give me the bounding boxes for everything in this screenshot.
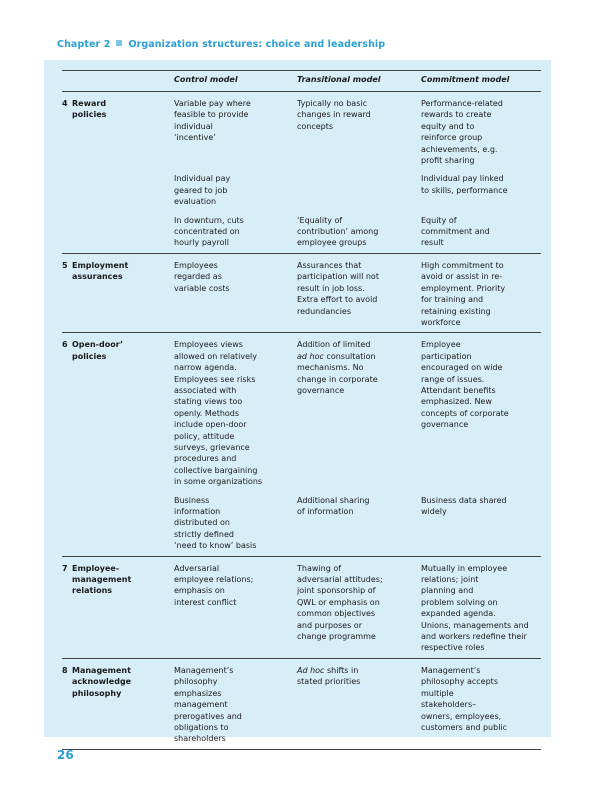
cell-commitment: High commitment to avoid or assist in re- employment. Priority for training and retaining existing workforce — [421, 260, 506, 327]
row-label-cell — [62, 215, 174, 249]
row-number: 4 — [62, 99, 68, 108]
chapter-title: Organization structures: choice and leadership — [128, 39, 386, 50]
table-subrow — [62, 173, 541, 207]
cell-transitional: Addition of limited ad hoc consultation mechanisms. No change in corporate governance — [297, 340, 378, 395]
header-blank-cell — [62, 75, 174, 91]
cell-commitment: Performance-related rewards to create equity and to reinforce group achievements, e.g. profit sharing — [421, 99, 503, 166]
table-subrow — [62, 98, 541, 166]
cell-transitional: Additional sharing of information — [297, 495, 370, 516]
row-number: 5 — [62, 260, 68, 270]
column-header-transitional: Transitional model — [297, 75, 381, 84]
cell-commitment: Management’s philosophy accepts multiple stakeholders– owners, employees, customers and public — [421, 665, 508, 732]
row-label-cell — [62, 260, 174, 328]
cell-control: Management’s philosophy emphasizes management prerogatives and obligations to shareholders — [174, 665, 242, 744]
cell-commitment: Employee participation encouraged on wide range of issues. Attendant benefits emphasized. New concepts of corporate governance — [421, 340, 509, 430]
column-header-control: Control model — [174, 75, 238, 84]
square-bullet-icon — [116, 40, 122, 46]
cell-commitment: Mutually in employee relations; joint planning and problem solving on expanded agenda. Unions, managements and and workers redefine their respective roles — [421, 563, 529, 653]
cell-control: In downturn, cuts concentrated on hourly payroll — [174, 215, 244, 248]
cell-transitional: ‘Equality of contribution’ among employee groups — [297, 215, 379, 248]
table-header-row — [62, 71, 541, 92]
cell-control: Adversarial employee relations; emphasis on interest conflict — [174, 563, 254, 607]
table-row — [62, 254, 541, 333]
cell-control: Employees views allowed on relatively narrow agenda. Employees see risks associated with stating views too openly. Methods include open-door policy, attitude surveys, grievance procedures and collective bargaining in some organizations — [174, 340, 263, 487]
cell-control: Employees regarded as variable costs — [174, 260, 230, 293]
chapter-label: Chapter 2 — [57, 39, 111, 50]
table-row — [62, 333, 541, 556]
row-label-cell — [62, 98, 174, 166]
cell-transitional: Ad hoc shifts in stated priorities — [297, 665, 361, 687]
table-row — [62, 659, 541, 750]
cell-transitional: Typically no basic changes in reward concepts — [297, 99, 371, 131]
table-subrow — [62, 665, 541, 745]
column-header-commitment: Commitment model — [421, 75, 510, 84]
page-number: 26 — [57, 748, 74, 762]
row-label: Management acknowledge philosophy — [72, 665, 132, 698]
row-label: Reward policies — [72, 99, 107, 120]
row-label: Employee- management relations — [72, 563, 132, 596]
cell-transitional: Assurances that participation will not result in job loss. Extra effort to avoid redundancies — [297, 260, 379, 316]
cell-commitment: Individual pay linked to skills, performance — [421, 174, 508, 195]
row-number: 6 — [62, 340, 68, 350]
table-subrow — [62, 260, 541, 328]
table-subrow — [62, 563, 541, 654]
row-number: 7 — [62, 563, 68, 573]
table-subrow — [62, 339, 541, 487]
cell-commitment: Equity of commitment and result — [421, 215, 490, 248]
table-body — [62, 92, 541, 750]
comparison-table — [62, 70, 541, 750]
row-label: Open-door’ policies — [72, 340, 124, 361]
row-label-cell — [62, 563, 174, 654]
row-label-cell — [62, 665, 174, 745]
row-label-cell — [62, 495, 174, 552]
row-label: Employment assurances — [72, 260, 129, 282]
cell-control: Individual pay geared to job evaluation — [174, 174, 231, 207]
row-label-cell — [62, 339, 174, 487]
cell-transitional: Thawing of adversarial attitudes; joint sponsorship of QWL or emphasis on common objectives and purposes or change programme — [297, 563, 383, 642]
cell-transitional — [297, 173, 421, 207]
cell-control: Business information distributed on strictly defined ‘need to know’ basis — [174, 495, 257, 551]
cell-commitment: Business data shared widely — [421, 495, 507, 516]
row-label-cell — [62, 173, 174, 207]
table-row — [62, 92, 541, 254]
table-subrow — [62, 215, 541, 249]
table-row — [62, 557, 541, 659]
table-subrow — [62, 495, 541, 552]
cell-control: Variable pay where feasible to provide individual ‘incentive’ — [174, 99, 251, 143]
running-header — [57, 39, 385, 50]
row-number: 8 — [62, 665, 68, 675]
